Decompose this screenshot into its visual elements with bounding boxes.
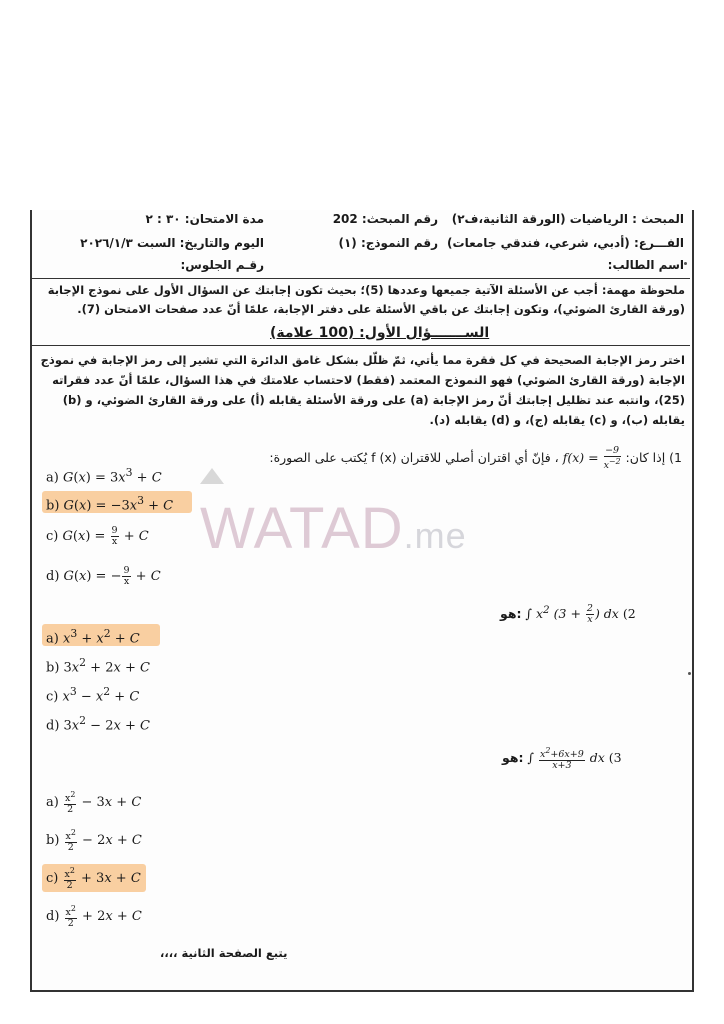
section-title: الســـــــؤال الأول: (100 علامة) xyxy=(270,325,490,341)
margin-dot xyxy=(684,262,687,265)
header-date: اليوم والتاريخ: السبت ٢٠٢٦/١/٣ xyxy=(80,236,264,250)
option-q1-d[interactable]: d) G(x) = − $\frac{9}{x}$ + C xyxy=(46,565,161,587)
section-divider xyxy=(32,345,690,346)
option-q1-b[interactable]: b) $G(x) = -3x^3 + C$ xyxy=(46,494,174,514)
option-q1-c[interactable]: c) G(x) = $\frac{9}{x}$ + C xyxy=(46,525,149,547)
option-q3-b[interactable]: b) $\frac{x^2}{2}$ − 2x + C xyxy=(46,828,142,854)
question-3: هو: ∫ $\frac{x^2+6x+9}{x+3}$ dx (3 xyxy=(502,746,622,772)
watermark: WATAD.me xyxy=(200,496,467,561)
question-2: هو: ∫ $x^2$ (3 + $\frac{2}{x}$ ) dx (2 xyxy=(500,603,636,626)
option-q3-c[interactable]: c) $\frac{x^2}{2}$ + 3x + C xyxy=(46,866,141,892)
header-divider xyxy=(32,278,690,279)
option-q2-c[interactable]: c) $x^3 - x^2 + C$ xyxy=(46,685,140,705)
watermark-triangle-icon xyxy=(200,468,224,484)
header-subject: المبحث : الرياضيات (الورقة الثانية،ف٢) xyxy=(451,212,684,226)
header-seat-no: رقـم الجلوس: xyxy=(180,258,264,272)
question-1: 1) إذا كان: f(x) = $\frac{-9}{x^{-2}}$ ، فإنّ أي اقتران أصلي للاقتران f (x) يُكتب على الصورة: xyxy=(269,445,682,472)
option-q3-d[interactable]: d) $\frac{x^2}{2}$ + 2x + C xyxy=(46,904,142,930)
header-duration: مدة الامتحان: ٣٠ : ٢ xyxy=(145,212,264,226)
margin-dot xyxy=(688,672,691,675)
header-model-no: رقم النموذج: (١) xyxy=(338,236,438,250)
option-q3-a[interactable]: a) $\frac{x^2}{2}$ − 3x + C xyxy=(46,790,142,816)
option-q1-a[interactable]: a) $G(x) = 3x^3 + C$ xyxy=(46,466,162,486)
page-footer: يتبع الصفحة الثانية ،،،، xyxy=(160,946,288,960)
header-branch: الفـــرع: (أدبي، شرعي، فندقي جامعات) xyxy=(447,236,684,250)
instructions: اختر رمز الإجابة الصحيحة في كل فقرة مما يأتي، ثمّ ظلّل بشكل غامق الدائرة التي تشير إلى رمز الإجابة في نموذج الإجابة (ورقة القارئ الضوئي) فهو النموذج المعتمد (فقط) لاحتساب علامتك في هذا السؤال، علمًا أنّ عدد فقراته (25)، وانتبه عند تظليل إجابتك أنّ رمز الإجابة (a) على ورقة الأسئلة يقابله (أ) على ورقة القارئ الضوئي، و (b) يقابله (ب)، و (c) يقابله (ج)، و (d) يقابله (د). xyxy=(40,353,685,427)
option-q2-d[interactable]: d) $3x^2 - 2x + C$ xyxy=(46,714,150,734)
important-note: ملحوظة مهمة: أجب عن الأسئلة الآتية جميعها وعددها (5)؛ بحيث تكون إجابتك عن السؤال الأول على نموذج الإجابة (ورقة القارئ الضوئي)، وتكون إجابتك عن باقي الأسئلة على دفتر الإجابة، علمًا أنّ عدد صفحات الامتحان (7). xyxy=(47,283,685,316)
option-q2-b[interactable]: b) $3x^2 + 2x + C$ xyxy=(46,656,150,676)
option-q2-a[interactable]: a) $x^3 + x^2 + C$ xyxy=(46,627,140,647)
header-student-name: اسم الطالب: xyxy=(607,258,684,272)
header-subject-code: رقم المبحث: 202 xyxy=(332,212,438,226)
